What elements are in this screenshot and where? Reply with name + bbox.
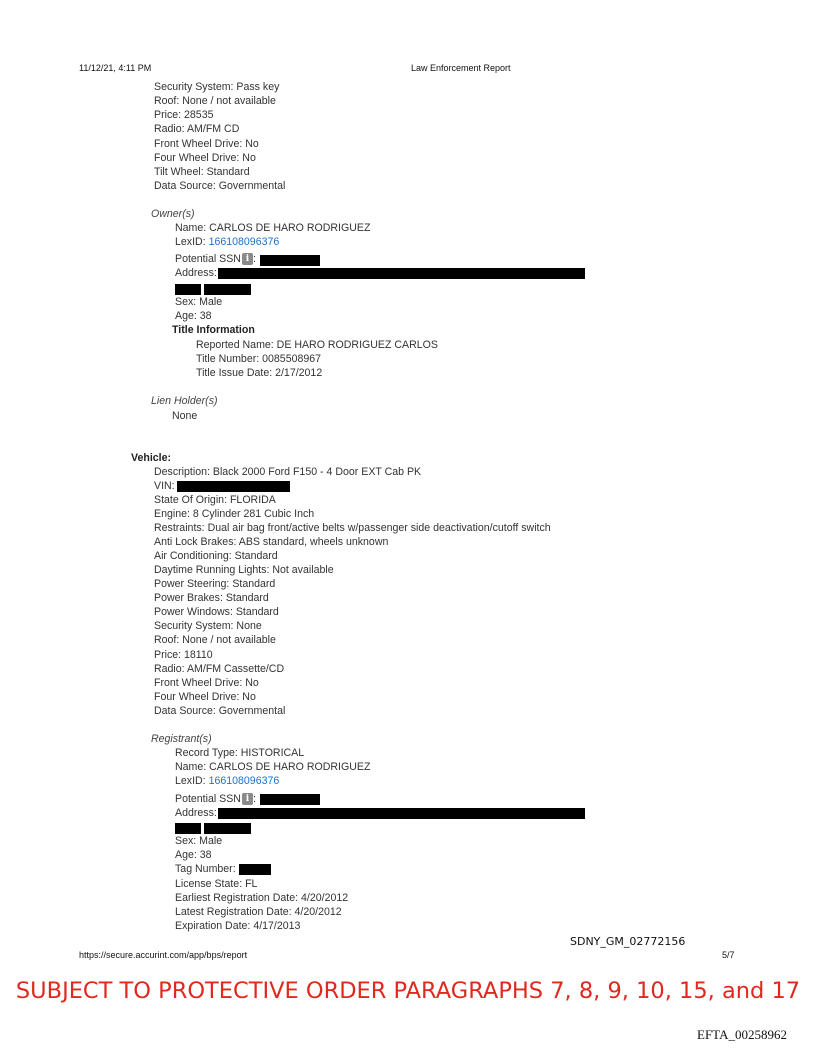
info-icon[interactable]: i <box>242 793 253 805</box>
vehicle-brakes: Power Brakes: Standard <box>154 592 269 604</box>
redaction-bar <box>260 794 320 805</box>
registrant-expiration-date: Expiration Date: 4/17/2013 <box>175 920 301 932</box>
vehicle1-source: Data Source: Governmental <box>154 180 286 192</box>
vehicle-roof: Roof: None / not available <box>154 634 276 646</box>
registrant-earliest-date: Earliest Registration Date: 4/20/2012 <box>175 892 349 904</box>
vehicle-restraints: Restraints: Dual air bag front/active belts w/passenger side deactivation/cutoff switch <box>154 522 551 534</box>
registrant-ssn-colon: : <box>252 793 256 805</box>
redaction-bar <box>218 268 585 279</box>
registrant-tag-label: Tag Number: <box>175 863 236 875</box>
vehicle1-roof: Roof: None / not available <box>154 95 276 107</box>
registrant-lexid <box>175 774 279 788</box>
vehicle1-tilt: Tilt Wheel: Standard <box>154 166 250 178</box>
vehicle-windows: Power Windows: Standard <box>154 606 279 618</box>
registrant-ssn-label: Potential SSN <box>175 793 241 805</box>
redaction-bar <box>260 255 320 266</box>
vehicle-abs: Anti Lock Brakes: ABS standard, wheels unknown <box>154 536 389 548</box>
vehicle1-radio: Radio: AM/FM CD <box>154 123 240 135</box>
owner-ssn-label: Potential SSN <box>175 253 241 265</box>
owner-lexid-link[interactable]: 166108096376 <box>208 236 280 248</box>
owner-ssn-colon: : <box>252 253 256 265</box>
vehicle1-security: Security System: Pass key <box>154 81 280 93</box>
registrant-ssn <box>175 792 256 806</box>
registrant-lexid-label: LexID: <box>175 775 209 787</box>
registrant-record-type: Record Type: HISTORICAL <box>175 747 305 759</box>
redaction-bar <box>204 823 251 834</box>
lien-heading: Lien Holder(s) <box>151 395 218 407</box>
vehicle1-price: Price: 28535 <box>154 109 214 121</box>
redaction-bar <box>177 481 290 492</box>
redaction-bar <box>239 864 271 875</box>
vehicle-heading: Vehicle: <box>131 452 172 464</box>
vehicle-vin-label: VIN: <box>154 480 175 492</box>
owner-ssn <box>175 252 256 266</box>
vehicle-security: Security System: None <box>154 620 262 632</box>
registrants-heading: Registrant(s) <box>151 733 212 745</box>
redaction-bar <box>175 284 201 295</box>
vehicle-source: Data Source: Governmental <box>154 705 286 717</box>
vehicle-4wd: Four Wheel Drive: No <box>154 691 256 703</box>
registrant-address-label: Address: <box>175 807 217 819</box>
vehicle-engine: Engine: 8 Cylinder 281 Cubic Inch <box>154 508 315 520</box>
footer-page-number: 5/7 <box>722 950 735 960</box>
owner-lexid <box>175 235 279 249</box>
vehicle-steering: Power Steering: Standard <box>154 578 276 590</box>
owners-heading: Owner(s) <box>151 208 195 220</box>
registrant-lexid-link[interactable]: 166108096376 <box>208 775 280 787</box>
vehicle-radio: Radio: AM/FM Cassette/CD <box>154 663 285 675</box>
vehicle-drl: Daytime Running Lights: Not available <box>154 564 334 576</box>
registrant-age: Age: 38 <box>175 849 212 861</box>
title-issue-date: Title Issue Date: 2/17/2012 <box>196 367 323 379</box>
bates-number: SDNY_GM_02772156 <box>570 935 686 948</box>
redaction-bar <box>204 284 251 295</box>
redaction-bar <box>175 823 201 834</box>
lien-value: None <box>172 410 198 422</box>
vehicle-state: State Of Origin: FLORIDA <box>154 494 276 506</box>
registrant-sex: Sex: Male <box>175 835 223 847</box>
vehicle-fwd: Front Wheel Drive: No <box>154 677 259 689</box>
footer-url: https://secure.accurint.com/app/bps/report <box>79 950 248 960</box>
vehicle-price: Price: 18110 <box>154 649 213 661</box>
title-info-heading: Title Information <box>172 324 255 336</box>
vehicle-description: Description: Black 2000 Ford F150 - 4 Door EXT Cab PK <box>154 466 422 478</box>
vehicle-ac: Air Conditioning: Standard <box>154 550 278 562</box>
title-number: Title Number: 0085508967 <box>196 353 322 365</box>
owner-lexid-label: LexID: <box>175 236 209 248</box>
info-icon[interactable]: i <box>242 253 253 265</box>
redaction-bar <box>218 808 585 819</box>
header-datetime: 11/12/21, 4:11 PM <box>79 63 152 73</box>
owner-address-label: Address: <box>175 267 217 279</box>
efta-number: EFTA_00258962 <box>697 1027 787 1042</box>
registrant-license-state: License State: FL <box>175 878 258 890</box>
title-reported-name: Reported Name: DE HARO RODRIGUEZ CARLOS <box>196 339 438 351</box>
registrant-name: Name: CARLOS DE HARO RODRIGUEZ <box>175 761 371 773</box>
protective-order-notice: SUBJECT TO PROTECTIVE ORDER PARAGRAPHS 7, 8, 9, 10, 15, and 17 <box>15 978 801 1004</box>
header-title: Law Enforcement Report <box>411 63 511 73</box>
registrant-latest-date: Latest Registration Date: 4/20/2012 <box>175 906 342 918</box>
owner-age: Age: 38 <box>175 310 212 322</box>
owner-name: Name: CARLOS DE HARO RODRIGUEZ <box>175 222 371 234</box>
owner-sex: Sex: Male <box>175 296 223 308</box>
vehicle1-4wd: Four Wheel Drive: No <box>154 152 256 164</box>
vehicle1-fwd: Front Wheel Drive: No <box>154 138 259 150</box>
